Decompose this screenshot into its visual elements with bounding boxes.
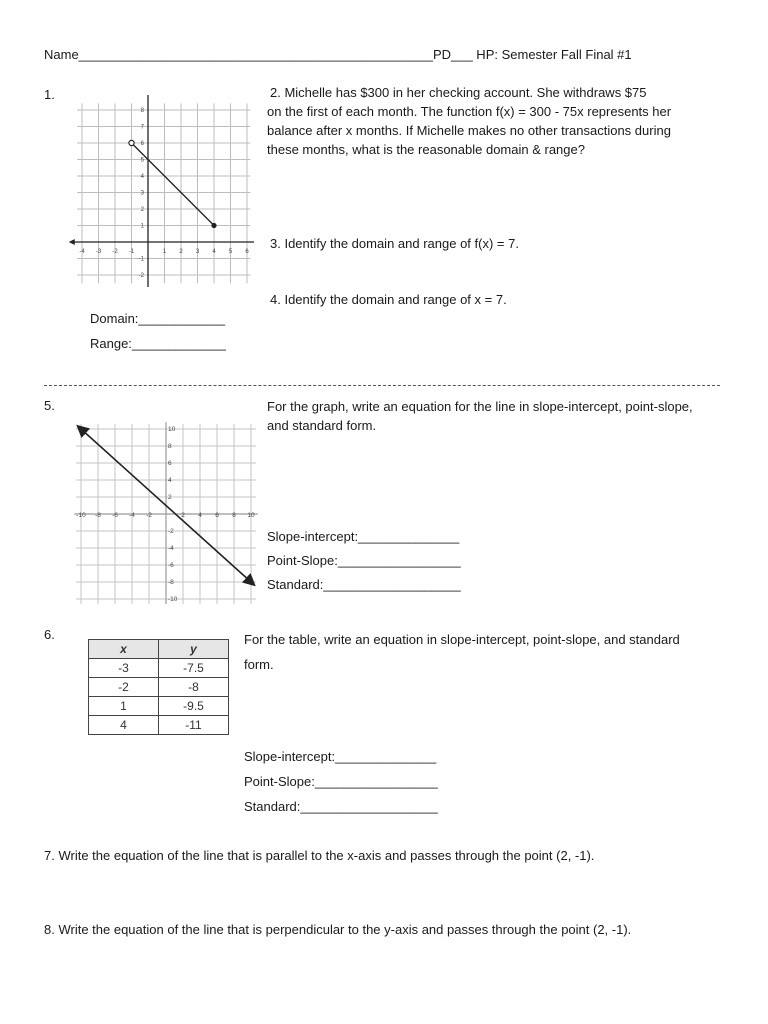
y-tick-label: -1: [138, 256, 144, 263]
table-cell: 1: [89, 697, 159, 716]
q1-segment: [129, 140, 217, 228]
q5-axes: [74, 422, 258, 604]
q6-prompt: [244, 627, 680, 677]
q1-domain-blank[interactable]: Domain:____________: [90, 311, 226, 326]
q6-prompt-line-2: form.: [244, 657, 274, 672]
q2-line-2: on the first of each month. The function f(x) = 300 - 75x represents her: [267, 104, 672, 119]
x-tick-label: 6: [245, 249, 249, 255]
y-tick-label: -6: [168, 562, 174, 569]
q5-prompt-line-2: and standard form.: [267, 418, 377, 433]
q6-slope-intercept-blank[interactable]: Slope-intercept:______________: [244, 749, 437, 764]
y-tick-label: 4: [140, 174, 144, 180]
x-tick-label: 8: [232, 512, 236, 519]
q5-prompt-line-1: For the graph, write an equation for the line in slope-intercept, point-slope,: [267, 399, 693, 414]
table-header-row: [89, 640, 229, 659]
q2-line-1: 2. Michelle has $300 in her checking account. She withdraws $75: [270, 85, 647, 100]
y-tick-label: 5: [140, 157, 144, 164]
x-tick-label: 6: [215, 512, 219, 519]
x-tick-label: 10: [247, 512, 255, 519]
x-tick-label: -4: [79, 249, 85, 255]
y-tick-label: 8: [140, 108, 144, 114]
y-tick-label: -2: [168, 528, 174, 535]
header-name-line: Name_________________________________________________PD___ HP: Semester Fall Final #1: [44, 47, 632, 62]
q5-number: 5.: [44, 398, 55, 413]
x-tick-label: 4: [212, 249, 216, 255]
y-tick-label: 6: [168, 460, 172, 467]
table-row: [89, 697, 229, 716]
y-tick-label: 4: [168, 477, 172, 484]
x-tick-label: 4: [198, 512, 202, 519]
x-tick-label: -6: [112, 512, 118, 519]
x-axis-arrow-left: [69, 239, 75, 245]
section-divider: [44, 385, 720, 386]
x-tick-label: 5: [228, 249, 233, 255]
y-tick-label: -8: [168, 579, 174, 586]
x-tick-label: -2: [112, 249, 118, 255]
q7-text: 7. Write the equation of the line that is parallel to the x-axis and passes through the point (2, -1).: [44, 848, 595, 863]
table-cell: 4: [89, 716, 159, 735]
table-header-y: y: [159, 640, 229, 659]
table-cell: -2: [89, 678, 159, 697]
q3-text: 3. Identify the domain and range of f(x) = 7.: [270, 236, 519, 251]
q4-text: 4. Identify the domain and range of x = 7.: [270, 292, 507, 307]
y-tick-label: 3: [140, 190, 144, 197]
table-header-x: x: [89, 640, 159, 659]
q6-point-slope-blank[interactable]: Point-Slope:_________________: [244, 774, 438, 789]
y-tick-label: -4: [168, 545, 174, 552]
q6-prompt-line-1: For the table, write an equation in slope-intercept, point-slope, and standard: [244, 632, 680, 647]
q5-standard-blank[interactable]: Standard:___________________: [267, 577, 461, 592]
x-tick-label: 2: [179, 249, 183, 255]
q2-line-4: these months, what is the reasonable domain & range?: [267, 142, 585, 157]
table-row: [89, 659, 229, 678]
x-tick-label: -3: [95, 249, 102, 255]
table-cell: -7.5: [159, 659, 229, 678]
q5-prompt: [267, 397, 693, 435]
x-tick-label: -10: [76, 512, 86, 519]
x-tick-label: 2: [181, 512, 185, 519]
x-tick-label: -4: [129, 512, 135, 519]
q6-xy-table: [88, 639, 229, 735]
y-tick-label: -10: [168, 596, 178, 603]
y-tick-label: 10: [168, 426, 176, 433]
table-cell: -9.5: [159, 697, 229, 716]
table-cell: -3: [89, 659, 159, 678]
q6-number: 6.: [44, 627, 55, 642]
y-tick-label: 1: [140, 223, 144, 230]
q1-number: 1.: [44, 87, 55, 102]
x-tick-label: -8: [95, 512, 101, 519]
table-cell: -11: [159, 716, 229, 735]
q1-range-blank[interactable]: Range:_____________: [90, 336, 226, 351]
q1-grid: [77, 103, 250, 283]
q5-point-slope-blank[interactable]: Point-Slope:_________________: [267, 553, 461, 568]
x-tick-label: 3: [195, 249, 200, 255]
open-endpoint: [129, 140, 134, 145]
q2-line-3: balance after x months. If Michelle makes no other transactions during: [267, 123, 671, 138]
segment-line: [132, 143, 215, 226]
y-tick-label: -2: [138, 273, 144, 279]
table-row: [89, 678, 229, 697]
y-tick-label: 2: [168, 494, 172, 501]
y-tick-label: 6: [140, 141, 144, 147]
x-tick-label: -1: [128, 249, 135, 255]
q5-slope-intercept-blank[interactable]: Slope-intercept:______________: [267, 529, 460, 544]
y-tick-label: 7: [140, 124, 144, 131]
q8-text: 8. Write the equation of the line that is perpendicular to the y-axis and passes through the point (2, -1).: [44, 922, 632, 937]
x-tick-label: 1: [162, 249, 167, 255]
y-tick-label: 2: [140, 207, 144, 213]
q5-graph: [70, 410, 260, 604]
table-row: [89, 716, 229, 735]
q1-graph: [68, 95, 254, 287]
q2-text: [267, 83, 671, 159]
y-tick-label: 8: [168, 443, 172, 450]
closed-endpoint: [211, 223, 216, 228]
x-tick-label: -2: [146, 512, 152, 519]
table-cell: -8: [159, 678, 229, 697]
q6-standard-blank[interactable]: Standard:___________________: [244, 799, 438, 814]
